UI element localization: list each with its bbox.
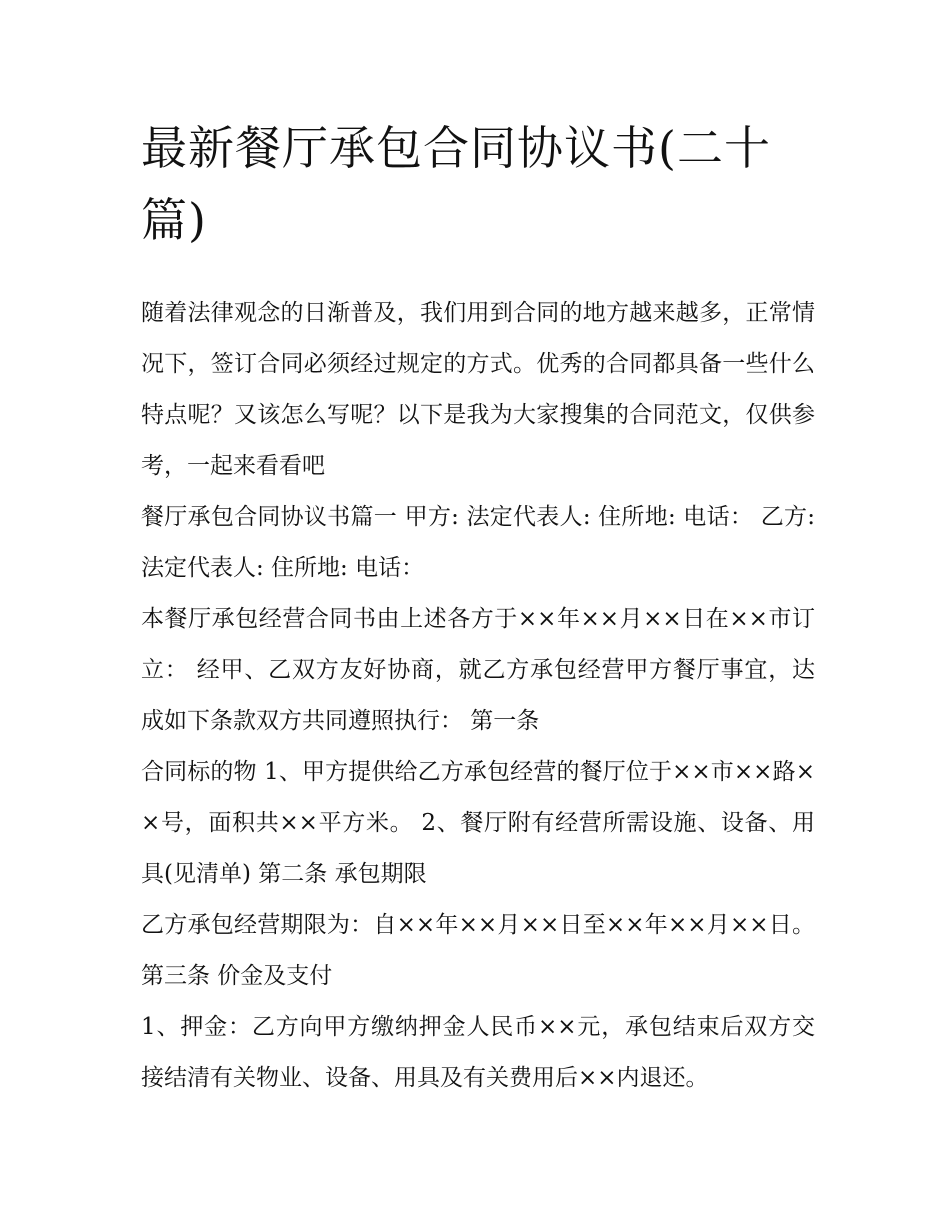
paragraph-intro: 随着法律观念的日渐普及，我们用到合同的地方越来越多，正常情况下，签订合同必须经过规定的方式。优秀的合同都具备一些什么特点呢？又该怎么写呢？以下是我为大家搜集的合同范文，仅供参考，一起来看看吧 — [141, 300, 815, 479]
paragraph-article-1: 合同标的物 1、甲方提供给乙方承包经营的餐厅位于××市××路××号，面积共××平方米。 2、餐厅附有经营所需设施、设备、用具(见清单) 第二条 承包期限 — [141, 759, 815, 887]
paragraph-article-2: 乙方承包经营期限为：自××年××月××日至××年××月××日。 第三条 价金及支付 — [141, 912, 815, 989]
paragraph-parties: 餐厅承包合同协议书篇一 甲方: 法定代表人: 住所地: 电话： 乙方: 法定代表人: 住所地: 电话： — [141, 504, 815, 581]
paragraph-article-3: 1、押金：乙方向甲方缴纳押金人民币××元，承包结束后双方交接结清有关物业、设备、用具及有关费用后××内退还。 — [141, 1014, 815, 1091]
document-body — [141, 112, 815, 1104]
paragraph-list — [141, 288, 815, 1104]
document-title: 最新餐厅承包合同协议书(二十篇) — [141, 121, 771, 247]
paragraph-agreement: 本餐厅承包经营合同书由上述各方于××年××月××日在××市订立： 经甲、乙双方友好协商，就乙方承包经营甲方餐厅事宜，达成如下条款双方共同遵照执行： 第一条 — [141, 606, 815, 734]
